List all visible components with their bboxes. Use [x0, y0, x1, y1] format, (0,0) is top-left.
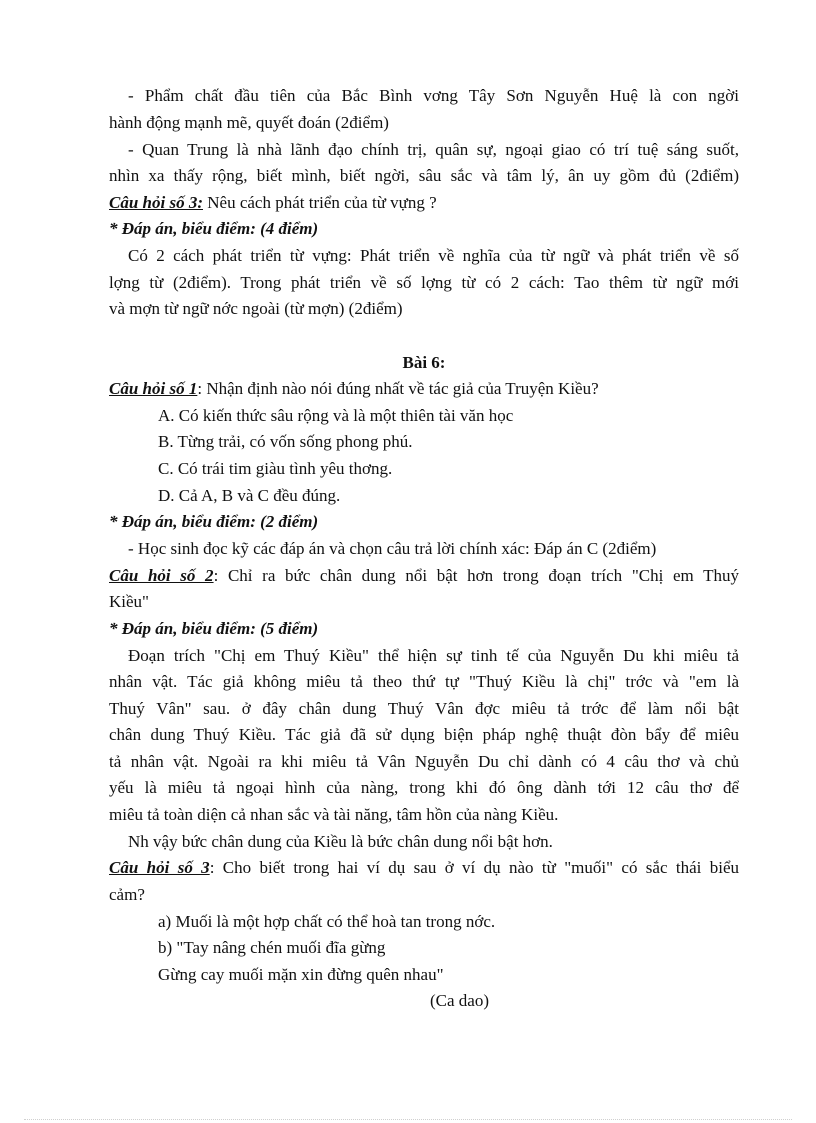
text-line: lợng từ (2điểm). Trong phát triển về số lợng từ có 2 cách: Tao thêm từ ngữ mới — [109, 273, 739, 292]
question-line: Câu hỏi số 3: Cho biết trong hai ví dụ sau ở ví dụ nào từ "muối" có sắc thái biểu — [109, 858, 739, 877]
question-line: Câu hỏi số 2: Chỉ ra bức chân dung nổi bật hơn trong đoạn trích "Chị em Thuý — [109, 566, 739, 585]
text-line: - Phẩm chất đầu tiên của Bắc Bình vơng Tây Sơn Nguyễn Huệ là con ngời — [128, 86, 739, 105]
text-line: cảm? — [109, 885, 145, 904]
text-line: yếu là miêu tả ngoại hình của nàng, trong khi đó ông dành tới 12 câu thơ để — [109, 778, 739, 797]
text-line: và mợn từ ngữ nớc ngoài (từ mợn) (2điểm) — [109, 299, 403, 318]
text-line: Có 2 cách phát triển từ vựng: Phát triển về nghĩa của từ ngữ và phát triển về số — [128, 246, 739, 265]
text-line: - Học sinh đọc kỹ các đáp án và chọn câu trả lời chính xác: Đáp án C (2điểm) — [128, 539, 657, 558]
question-label: Câu hỏi số 1 — [109, 379, 198, 398]
answer-heading: * Đáp án, biểu điểm: (2 điểm) — [109, 512, 319, 531]
page-bottom-rule — [24, 1119, 792, 1120]
answer-heading: * Đáp án, biểu điểm: (5 điểm) — [109, 619, 319, 638]
option-line: C. Có trái tim giàu tình yêu thơng. — [158, 459, 393, 478]
question-label: Câu hỏi số 2 — [109, 566, 214, 585]
text-line: nhìn xa thấy rộng, biết mình, biết ngời, sâu sắc và tâm lý, ân uy gồm đủ (2điểm) — [109, 166, 739, 185]
question-label: Câu hỏi số 3: — [109, 193, 203, 212]
question-line: Câu hỏi số 3: Nêu cách phát triển của từ vựng ? — [109, 193, 437, 212]
text-line: nhân vật. Tác giả không miêu tả theo thứ tự "Thuý Kiều là chị" trớc và "em là — [109, 672, 739, 691]
text-line: Đoạn trích "Chị em Thuý Kiều" thể hiện sự tinh tế của Nguyễn Du khi miêu tả — [128, 646, 739, 665]
example-line: b) "Tay nâng chén muối đĩa gừng — [158, 938, 386, 957]
poem-line: Gừng cay muối mặn xin đừng quên nhau" — [158, 965, 444, 984]
text-line: tả nhân vật. Ngoài ra khi miêu tả Vân Nguyễn Du chỉ dành có 4 câu thơ và chủ — [109, 752, 739, 771]
answer-heading: * Đáp án, biểu điểm: (4 điểm) — [109, 219, 319, 238]
question-line: Câu hỏi số 1: Nhận định nào nói đúng nhất về tác giả của Truyện Kiều? — [109, 379, 599, 398]
option-line: A. Có kiến thức sâu rộng và là một thiên tài văn học — [158, 406, 514, 425]
text-line: Nh vậy bức chân dung của Kiều là bức chân dung nổi bật hơn. — [128, 832, 553, 851]
text-line: hành động mạnh mẽ, quyết đoán (2điểm) — [109, 113, 389, 132]
example-line: a) Muối là một hợp chất có thể hoà tan trong nớc. — [158, 912, 496, 931]
option-line: D. Cả A, B và C đều đúng. — [158, 486, 341, 505]
question-label: Câu hỏi số 3 — [109, 858, 210, 877]
text-line: chân dung Thuý Kiều. Tác giả đã sử dụng biện pháp nghệ thuật đòn bẩy để miêu — [109, 725, 739, 744]
option-line: B. Từng trải, có vốn sống phong phú. — [158, 432, 413, 451]
text-line: Kiều" — [109, 592, 149, 611]
text-line: - Quan Trung là nhà lãnh đạo chính trị, quân sự, ngoại giao có trí tuệ sáng suốt, — [128, 140, 739, 159]
text-line: Thuý Vân" sau. ở đây chân dung Thuý Vân đợc miêu tả trớc để làm nổi bật — [109, 699, 739, 718]
text-line: miêu tả toàn diện cả nhan sắc và tài năng, tâm hồn của nàng Kiều. — [109, 805, 559, 824]
section-title: Bài 6: — [402, 353, 446, 372]
poem-source: (Ca dao) — [430, 991, 490, 1010]
